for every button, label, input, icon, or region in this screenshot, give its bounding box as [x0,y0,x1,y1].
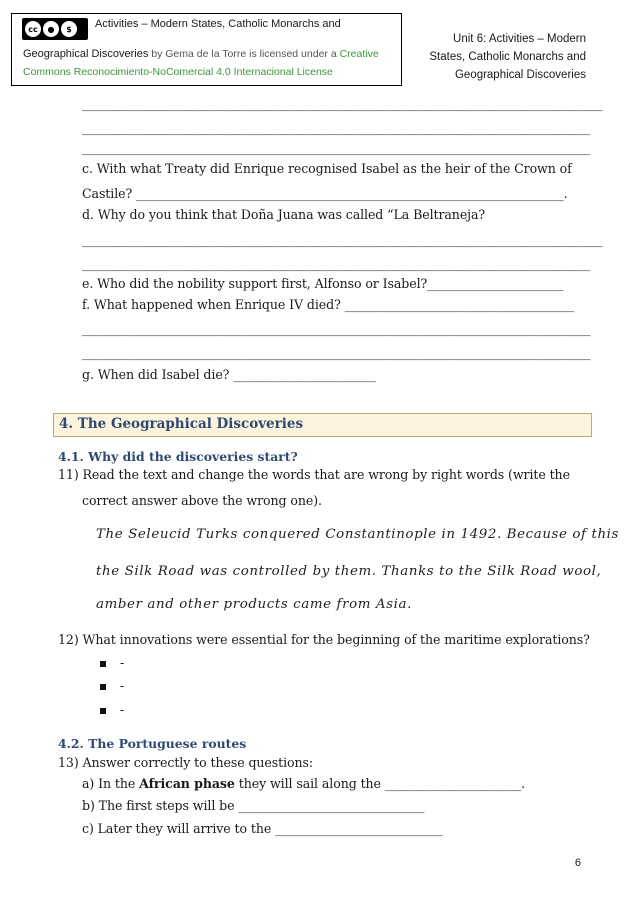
unit-header-line-3: Geographical Discoveries [454,69,586,81]
bullet-square-icon [100,708,106,714]
answer-line: ____________________________________________________________________________________ [82,232,603,247]
page-number: 6 [574,857,581,869]
license-link[interactable]: Creative [339,48,379,60]
by-icon: ● [43,21,59,37]
question-13-a [82,776,525,791]
handwritten-text-line-1: The Seleucid Turks conquered Constantinople in 1492. Because of this [96,527,620,542]
answer-line: __________________________________________________________________________________ [82,120,591,135]
bullet-item [100,703,124,717]
bullet-text: - [120,703,125,717]
answer-line: __________________________________________________________________________________ [82,321,591,336]
question-11-line-2: correct answer above the wrong one). [82,493,322,508]
bullet-text: - [120,679,125,693]
unit-header-line-2: States, Catholic Monarchs and [429,51,586,63]
license-line-1: Activities – Modern States, Catholic Monarchs and [95,18,341,30]
license-line-2 [23,48,379,60]
question-f: f. What happened when Enrique IV died? _____________________________________ [82,297,574,312]
question-13-b: b) The first steps will be ______________________________ [82,798,425,813]
nc-icon: $ [61,21,77,37]
question-12: 12) What innovations were essential for the beginning of the maritime explorations? [58,632,590,647]
answer-line: __________________________________________________________________________________ [82,140,591,155]
question-11-line-1: 11) Read the text and change the words that are wrong by right words (write the [58,467,570,482]
question-13-a-bold: African phase [139,776,235,791]
handwritten-text-line-2: the Silk Road was controlled by them. Thanks to the Silk Road wool, [96,564,602,579]
cc-icon: cc [25,21,41,37]
subsection-heading-4-1: 4.1. Why did the discoveries start? [58,449,298,464]
question-g: g. When did Isabel die? _______________________ [82,367,376,382]
license-work-title: Geographical Discoveries [23,48,149,60]
bullet-text: - [120,656,125,670]
unit-header [386,30,586,84]
bullet-item [100,679,124,693]
creative-commons-logo [22,18,88,40]
question-c-line-2: Castile? _____________________________________________________________________. [82,186,568,201]
subsection-heading-4-2: 4.2. The Portuguese routes [58,736,247,751]
question-13-a-prefix: a) In the [82,776,140,791]
unit-header-line-1: Unit 6: Activities – Modern [453,33,586,45]
question-13: 13) Answer correctly to these questions: [58,755,314,770]
answer-line: ____________________________________________________________________________________ [82,96,603,111]
bullet-square-icon [100,684,106,690]
question-13-c: c) Later they will arrive to the ___________________________ [82,821,443,836]
handwritten-text-line-3: amber and other products came from Asia. [96,597,412,612]
answer-line: __________________________________________________________________________________ [82,345,591,360]
question-13-a-suffix: they will sail along the ______________________. [234,776,526,791]
question-e: e. Who did the nobility support first, Alfonso or Isabel?______________________ [82,276,564,291]
question-d: d. Why do you think that Doña Juana was called “La Beltraneja? [82,207,486,222]
license-link-line[interactable]: Commons Reconocimiento-NoComercial 4.0 Internacional License [23,66,333,78]
question-c-line-1: c. With what Treaty did Enrique recognised Isabel as the heir of the Crown of [82,161,572,176]
section-title: 4. The Geographical Discoveries [59,416,304,432]
license-author: by Gema de la Torre is licensed under a [148,48,340,60]
bullet-item [100,656,124,670]
answer-line: __________________________________________________________________________________ [82,256,591,271]
bullet-square-icon [100,661,106,667]
